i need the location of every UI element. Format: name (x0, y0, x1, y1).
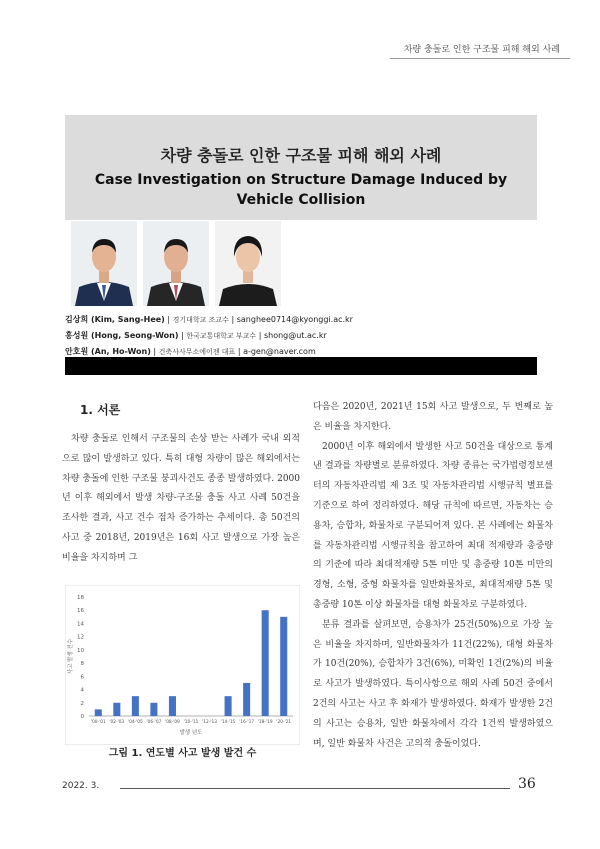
x-tick-label: '16-'17 (239, 720, 255, 725)
figure-caption: 그림 1. 연도별 사고 발생 발건 수 (108, 748, 257, 759)
bar (225, 696, 232, 716)
y-axis-label: 사고 발생 건수 (68, 638, 74, 675)
y-tick-label: 14 (77, 621, 84, 628)
body-paragraph: 2000년 이후 해외에서 발생한 사고 50건을 대상으로 통계 낸 결과를 차량별로 분류하였다. 차량 종류는 국가법령정보센터의 자동차관리법 제 3조 및 자동차관리법 시행규칙 별표를 기준으로 하여 정리하였다. 해당 규칙에 따르면, 자동차는 승용차, 승합차, 화물차로 구분되어져 있다. 본 사례에는 화물차를 자동차관리법 시행규칙을 참고하여 최대 적재량과 총중량의 기준에 따라 최대적재량 5톤 미만 및 총중량 10톤 미만의 경형, 소형, 중형 화물차를 일반화물차로, 최대적재량 5톤 및 총중량 10톤 이상 화물차를 대형 화물차로 구분하였다. (313, 441, 553, 610)
y-tick-label: 6 (80, 674, 84, 681)
section-heading: 1. 서론 (80, 403, 121, 417)
running-head-rule (390, 58, 570, 59)
footer-date: 2022. 3. (62, 781, 100, 791)
x-tick-label: '04-'05 (127, 720, 143, 725)
x-tick-label: '02-'03 (109, 720, 125, 725)
author-line-3: 안호원 (An, Ho-Won) | 건축사사무소에이젠 대표 | a-gen@naver.com (65, 347, 316, 356)
bar (243, 683, 250, 716)
x-tick-label: '18-'19 (257, 720, 273, 725)
y-tick-label: 10 (77, 647, 84, 654)
title-korean: 차량 충돌로 인한 구조물 피해 해외 사례 (160, 146, 442, 165)
author-photo-3 (215, 221, 281, 306)
author-list (65, 312, 353, 360)
author-email: shong@ut.ac.kr (263, 331, 327, 340)
page-number: 36 (518, 776, 536, 792)
bar (262, 610, 269, 716)
author-affiliation: 경기대학교 조교수 (172, 316, 229, 324)
author-email: a-gen@naver.com (243, 347, 316, 356)
x-tick-label: '06-'07 (146, 720, 162, 725)
right-column (313, 398, 553, 754)
x-tick-label: '08-'09 (165, 720, 180, 725)
header-divider-bar (65, 357, 537, 375)
author-email: sanghee0714@kyonggi.ac.kr (236, 315, 353, 324)
title-english: Case Investigation on Structure Damage Induced by Vehicle Collision (94, 172, 508, 208)
bar (132, 696, 139, 716)
author-line-2: 홍성원 (Hong, Seong-Won) | 한국교통대학교 부교수 | shong@ut.ac.kr (65, 331, 327, 340)
body-paragraph: 다음은 2020년, 2021년 15회 사고 발생으로, 두 번째로 높은 비율을 차지한다. (313, 402, 553, 432)
figure-1-chart (65, 585, 300, 745)
author-photo-1 (71, 221, 137, 306)
author-name: 홍성원 (Hong, Seong-Won) (65, 331, 179, 340)
running-head-text: 차량 충돌로 인한 구조물 피해 해외 사례 (403, 45, 560, 55)
body-paragraph: 분류 결과를 살펴보면, 승용차가 25건(50%)으로 가장 높은 비율을 차지하며, 일반화물차가 11건(22%), 대형 화물차가 10건(20%), 승합차가 3건(6%), 미확인 1건(2%)의 비율로 사고가 발생하였다. 특이사항으로 해외 사례 50건 중에서 2건의 사고는 사고 후 화재가 발생하였다. 화재가 발생한 2건의 사고는 승용차, 일반 화물차에서 각각 1건씩 발생하였으며, 일반 화물차 사건은 고의적 충돌이었다. (313, 619, 553, 749)
bar (169, 696, 176, 716)
bar (280, 617, 287, 716)
y-tick-label: 12 (77, 634, 84, 641)
author-name: 김상희 (Kim, Sang-Hee) (65, 315, 165, 324)
author-name: 안호원 (An, Ho-Won) (65, 347, 151, 356)
y-tick-label: 16 (77, 608, 84, 615)
x-tick-label: '12-'13 (202, 720, 217, 725)
x-tick-label: '10-'11 (183, 720, 199, 725)
bar (113, 703, 120, 716)
author-affiliation: 한국교통대학교 부교수 (186, 332, 257, 340)
bar-chart (65, 585, 300, 745)
x-tick-label: '20-'21 (276, 720, 292, 725)
y-tick-label: 8 (80, 661, 84, 668)
y-tick-label: 0 (80, 714, 84, 720)
x-axis-label: 발생 년도 (179, 730, 203, 736)
author-affiliation: 건축사사무소에이젠 대표 (158, 348, 236, 356)
bar (150, 703, 157, 716)
bar (95, 709, 102, 716)
left-column (62, 430, 300, 569)
footer-rule (120, 788, 510, 789)
y-tick-label: 4 (80, 687, 84, 694)
y-tick-label: 18 (77, 595, 84, 601)
running-head (0, 38, 600, 60)
author-photo-2 (143, 221, 209, 306)
y-tick-label: 2 (80, 700, 84, 707)
x-tick-label: '00-'01 (90, 720, 106, 725)
x-tick-label: '14-'15 (220, 720, 236, 725)
body-paragraph: 차량 충돌로 인해서 구조물의 손상 받는 사례가 국내 외적으로 많이 발생하고 있다. 특히 대형 차량이 많은 해외에서는 차량 충돌에 인한 구조물 붕괴사건도 종종 발생하였다. 2000년 이후 해외에서 발생 차량-구조물 충돌 사고 사례 50건을 조사한 결과, 사고 건수 점차 증가하는 추세이다. 총 50건의 사고 중 2018년, 2019년은 16회 사고 발생으로 가장 높은 비율을 차지하며 그 (62, 434, 300, 563)
author-line-1: 김상희 (Kim, Sang-Hee) | 경기대학교 조교수 | sanghee0714@kyonggi.ac.kr (65, 315, 353, 324)
